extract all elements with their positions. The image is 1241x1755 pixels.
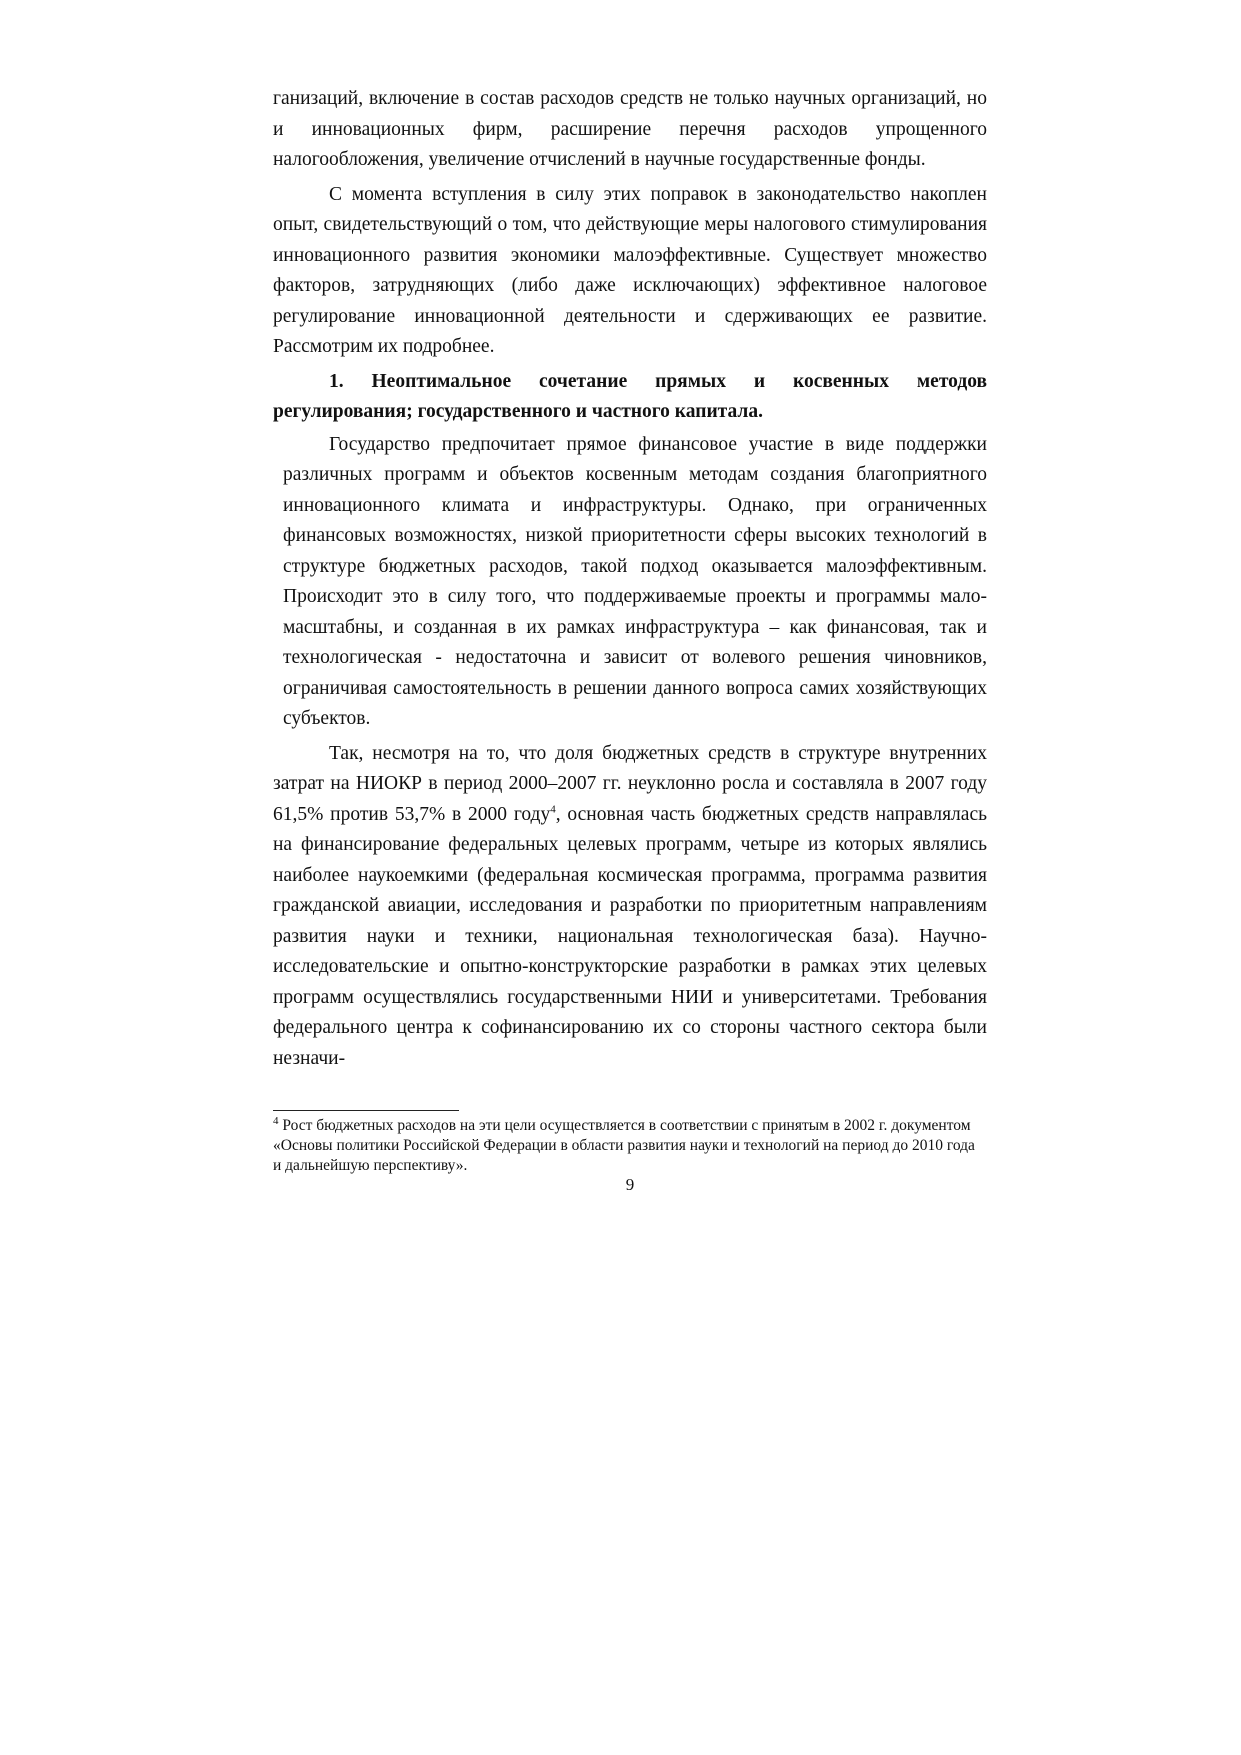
paragraph-2: С момента вступления в силу этих поправок в законодательство накоплен опыт, свидетельствующий о том, что действующие меры налогового стимулирования инновационного развития экономики малоэффективные. Существует множество факторов, затрудняющих (либо даже исключающих) эффективное налоговое регулирование инновационной деятельности и сдерживающих ее развитие. Рассмотрим их подробнее. (273, 183, 987, 357)
main-text (273, 84, 987, 1078)
page-number: 9 (625, 1175, 635, 1194)
paragraph-4 (273, 739, 987, 1075)
paragraph-3: Государство предпочитает прямое финансовое участие в виде поддержки различных программ и объектов косвенным методам создания благоприятного инновационного климата и инфраструктуры. Однако, при ограниченных финансовых возможностях, низкой приоритетности сферы высоких технологий в структуре бюджетных расходов, такой подход оказывается малоэффективным. Происходит это в силу того, что поддерживаемые проекты и программы мало-масштабны, и созданная в их рамках инфраструктура – как финансовая, так и технологическая - недостаточна и зависит от волевого решения чиновников, ограничивая самостоятельность в решении данного вопроса самих хозяйствующих субъектов. (283, 433, 987, 729)
paragraph-4-text-end: , основная часть бюджетных средств направлялась на финансирование федеральных целевых программ, четыре из которых являлись наиболее наукоемкими (федеральная космическая программа, программа развития гражданской авиации, исследования и разработки по приоритетным направлениям развития науки и техники, национальная технологическая база). Научно-исследовательские и опытно-конструкторские разработки в рамках этих целевых программ осуществлялись государственными НИИ и университетами. Требования федерального центра к софинансированию их со стороны частного сектора были незначи- (273, 803, 987, 1069)
footnote-reference[interactable]: 4 (550, 803, 556, 815)
footnote-separator (273, 1110, 459, 1111)
paragraph-4-text-start: Так, несмотря на то, что доля бюджетных средств в структуре внутренних затрат на НИОКР в период 2000–2007 гг. неуклонно росла и составляла в 2007 году 61,5% против 53,7% в 2000 году (273, 742, 987, 825)
footnote (273, 1116, 987, 1176)
footnote-marker: 4 (273, 1114, 279, 1127)
section-heading: 1. Неоптимальное сочетание прямых и косвенных методов регулирования; государственного и частного капитала. (273, 370, 987, 422)
footnote-text: Рост бюджетных расходов на эти цели осуществляется в соответствии с принятым в 2002 г. документом «Основы политики Российской Федерации в области развития науки и технологий на период до 2010 года и дальнейшую перспективу». (273, 1117, 975, 1174)
paragraph-1: ганизаций, включение в состав расходов средств не только научных организаций, но и инновационных фирм, расширение перечня расходов упрощенного налогообложения, увеличение отчислений в научные государственные фонды. (273, 88, 987, 170)
